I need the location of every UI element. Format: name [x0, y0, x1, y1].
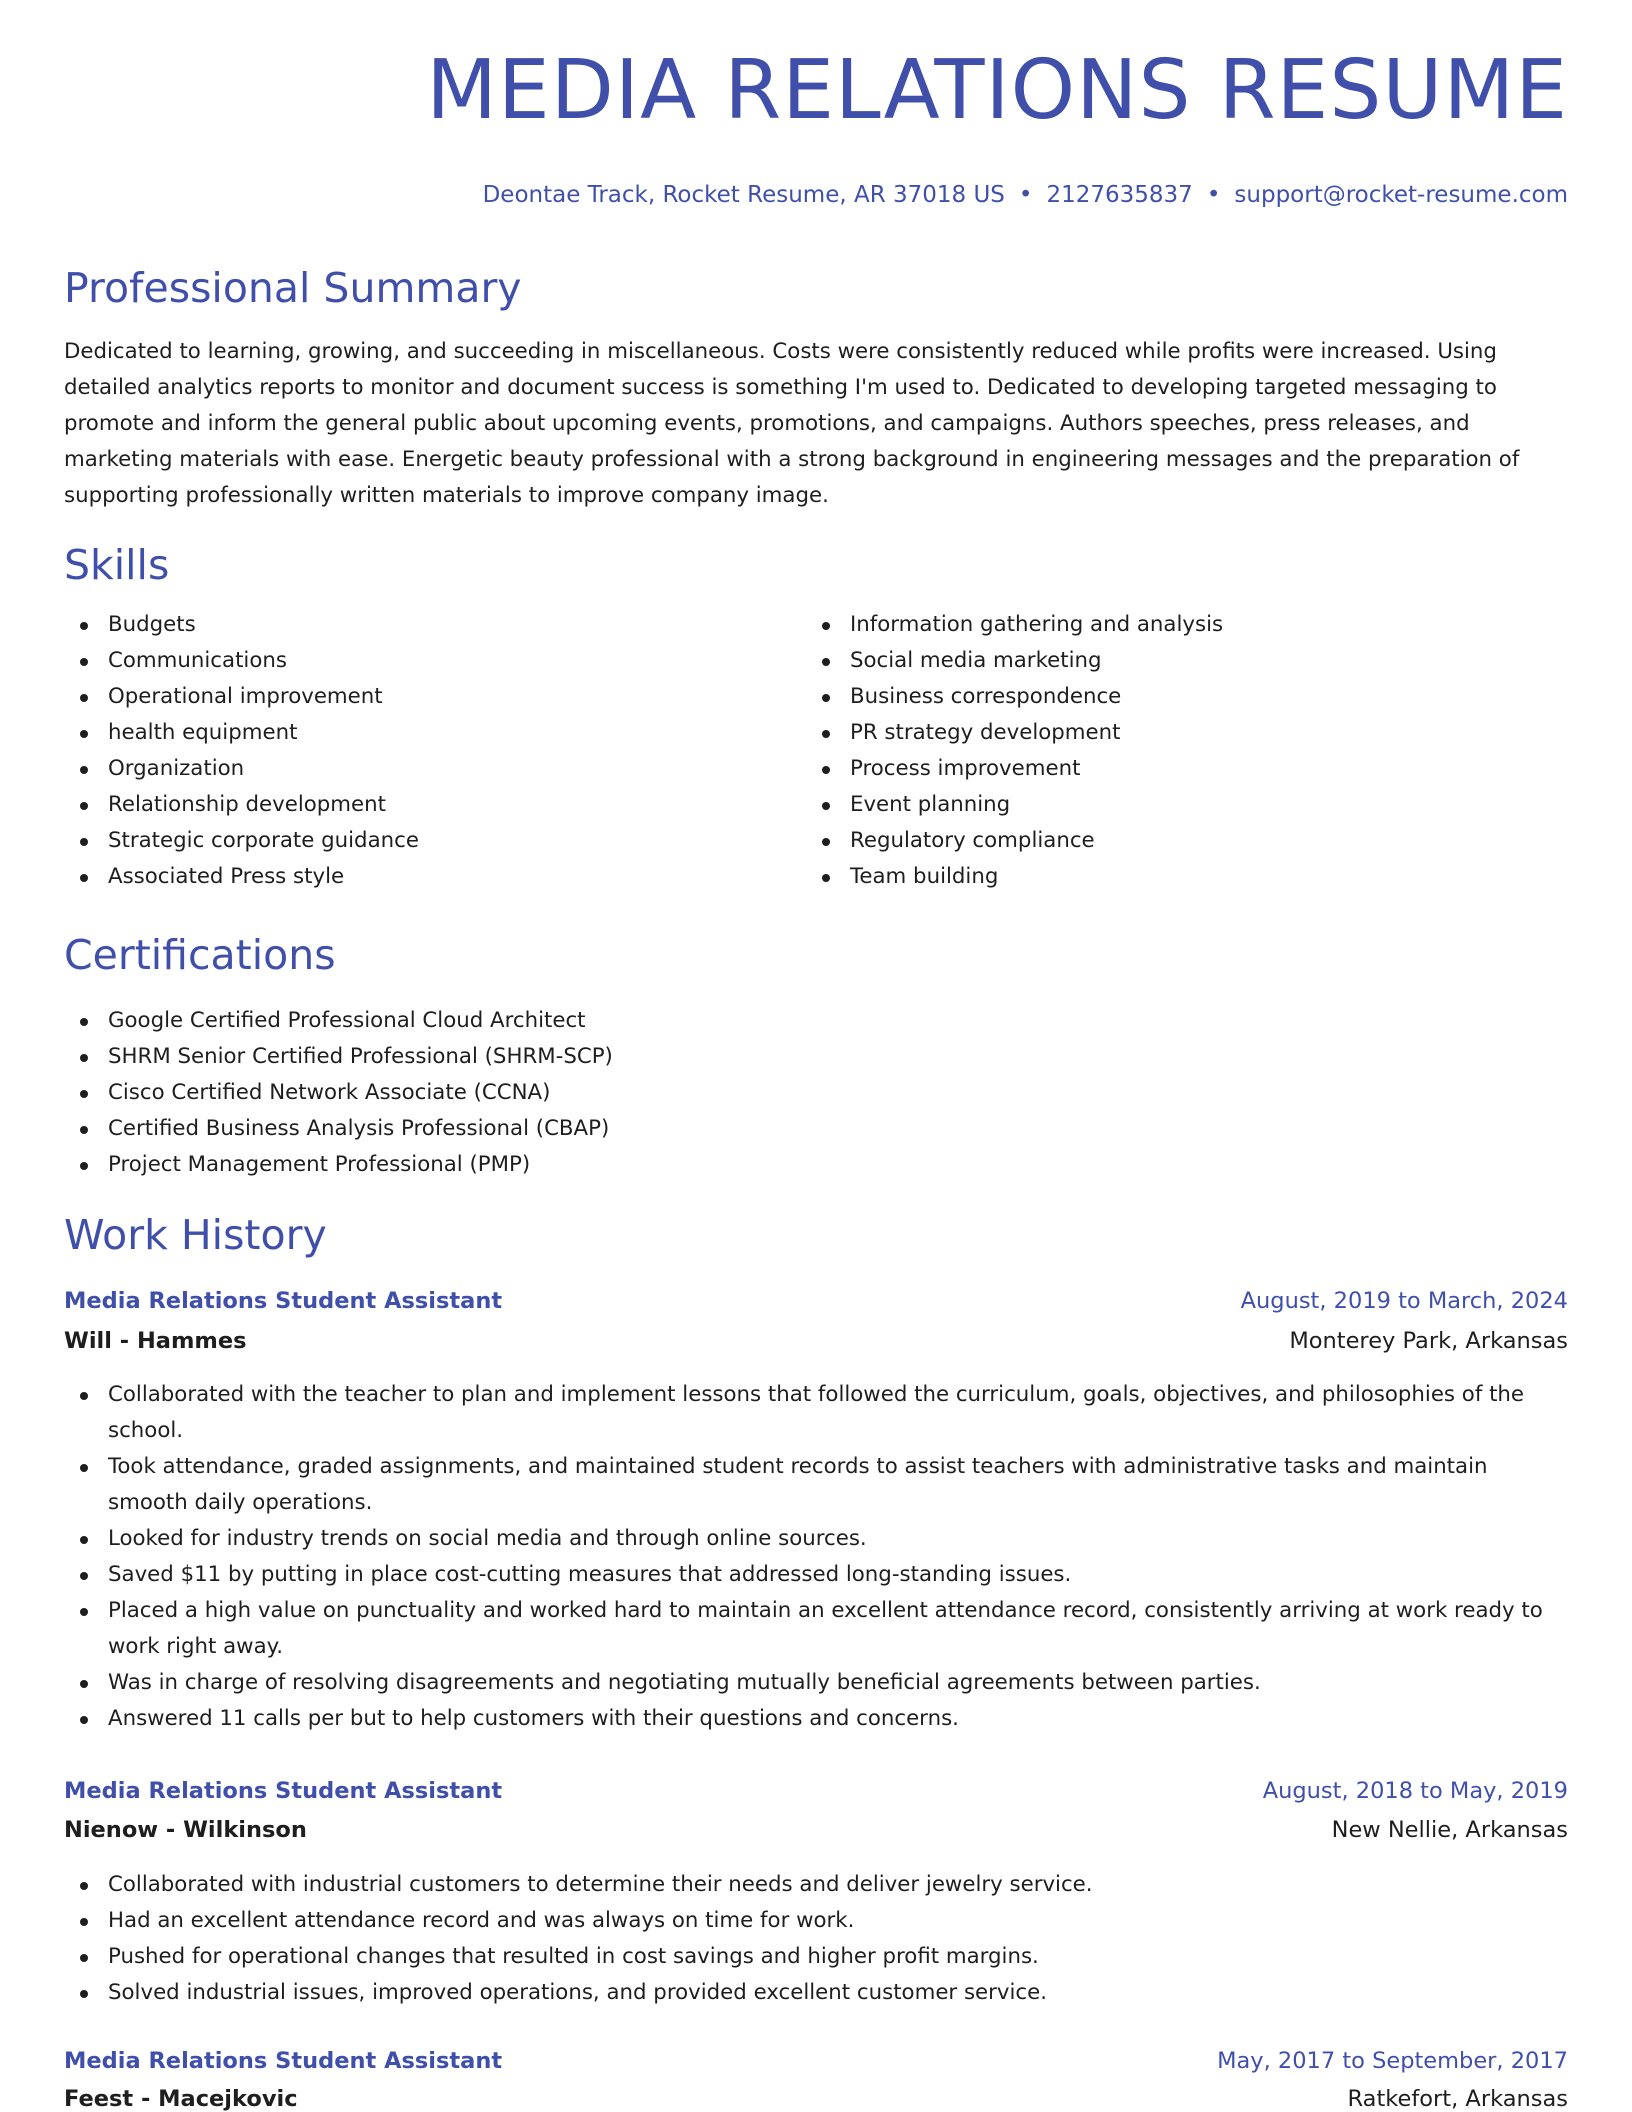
contact-separator: • [1018, 182, 1033, 208]
job-title: Media Relations Student Assistant [64, 2048, 503, 2074]
job-dates: August, 2018 to May, 2019 [1262, 1778, 1568, 1804]
skill-item: Strategic corporate guidance [64, 823, 764, 859]
job-company: Will - Hammes [64, 1328, 247, 1354]
job-duties-list [64, 1867, 1564, 2011]
skill-item: Associated Press style [64, 859, 764, 895]
certifications-heading: Certifications [64, 931, 336, 979]
job-duty-item: Collaborated with the teacher to plan and implement lessons that followed the curriculum, goals, objectives, and philosophies of the school. [64, 1377, 1564, 1449]
certification-item: Project Management Professional (PMP) [64, 1147, 1064, 1183]
job-company: Feest - Macejkovic [64, 2086, 298, 2112]
job-duty-item: Saved $11 by putting in place cost-cutting measures that addressed long-standing issues. [64, 1557, 1564, 1593]
skill-item: Organization [64, 751, 764, 787]
contact-address: Deontae Track, Rocket Resume, AR 37018 US [482, 182, 1005, 208]
job-duty-item: Looked for industry trends on social media and through online sources. [64, 1521, 1564, 1557]
skills-heading: Skills [64, 541, 170, 589]
contact-phone: 2127635837 [1046, 182, 1193, 208]
job-location: Ratkefort, Arkansas [1347, 2086, 1568, 2112]
skill-item: Social media marketing [806, 643, 1546, 679]
certification-item: SHRM Senior Certified Professional (SHRM-SCP) [64, 1039, 1064, 1075]
job-duties-list [64, 1377, 1564, 1737]
job-duty-item: Answered 11 calls per but to help customers with their questions and concerns. [64, 1701, 1564, 1737]
skill-item: Budgets [64, 607, 764, 643]
job-duty-item: Took attendance, graded assignments, and maintained student records to assist teachers with administrative tasks and maintain smooth daily operations. [64, 1449, 1564, 1521]
resume-title: MEDIA RELATIONS RESUME [426, 43, 1568, 138]
skill-item: Communications [64, 643, 764, 679]
job-company: Nienow - Wilkinson [64, 1817, 307, 1843]
job-location: New Nellie, Arkansas [1331, 1817, 1568, 1843]
skills-list-right [806, 607, 1546, 895]
skill-item: Information gathering and analysis [806, 607, 1546, 643]
skill-item: PR strategy development [806, 715, 1546, 751]
summary-text: Dedicated to learning, growing, and succeeding in miscellaneous. Costs were consistently reduced while profits were increased. Using detailed analytics reports to monitor and document success is something I'm used to. Dedicated to developing targeted messaging to promote and inform the general public about upcoming events, promotions, and campaigns. Authors speeches, press releases, and marketing materials with ease. Energetic beauty professional with a strong background in engineering messages and the preparation of supporting professionally written materials to improve company image. [64, 339, 1520, 508]
certifications-list [64, 1003, 1064, 1183]
skill-item: Relationship development [64, 787, 764, 823]
skill-item: Team building [806, 859, 1546, 895]
work-history-heading: Work History [64, 1211, 327, 1259]
job-duty-item: Was in charge of resolving disagreements and negotiating mutually beneficial agreements between parties. [64, 1665, 1564, 1701]
contact-line [483, 182, 1568, 208]
job-dates: May, 2017 to September, 2017 [1217, 2048, 1568, 2074]
skill-item: Business correspondence [806, 679, 1546, 715]
skill-item: Event planning [806, 787, 1546, 823]
job-title: Media Relations Student Assistant [64, 1288, 503, 1314]
skills-list-left [64, 607, 764, 895]
job-duty-item: Had an excellent attendance record and was always on time for work. [64, 1903, 1564, 1939]
job-duty-item: Collaborated with industrial customers to determine their needs and deliver jewelry service. [64, 1867, 1564, 1903]
skill-item: Operational improvement [64, 679, 764, 715]
job-location: Monterey Park, Arkansas [1289, 1328, 1568, 1354]
certification-item: Cisco Certified Network Associate (CCNA) [64, 1075, 1064, 1111]
skill-item: Regulatory compliance [806, 823, 1546, 859]
job-title: Media Relations Student Assistant [64, 1778, 503, 1804]
contact-separator: • [1206, 182, 1221, 208]
resume-page [64, 0, 1568, 2112]
skill-item: health equipment [64, 715, 764, 751]
job-duty-item: Pushed for operational changes that resulted in cost savings and higher profit margins. [64, 1939, 1564, 1975]
job-dates: August, 2019 to March, 2024 [1240, 1288, 1568, 1314]
job-duty-item: Placed a high value on punctuality and worked hard to maintain an excellent attendance record, consistently arriving at work ready to work right away. [64, 1593, 1564, 1665]
contact-email[interactable]: support@rocket-resume.com [1234, 182, 1568, 208]
certification-item: Certified Business Analysis Professional (CBAP) [64, 1111, 1064, 1147]
certification-item: Google Certified Professional Cloud Architect [64, 1003, 1064, 1039]
summary-heading: Professional Summary [64, 264, 522, 312]
skill-item: Process improvement [806, 751, 1546, 787]
job-duty-item: Solved industrial issues, improved operations, and provided excellent customer service. [64, 1975, 1564, 2011]
